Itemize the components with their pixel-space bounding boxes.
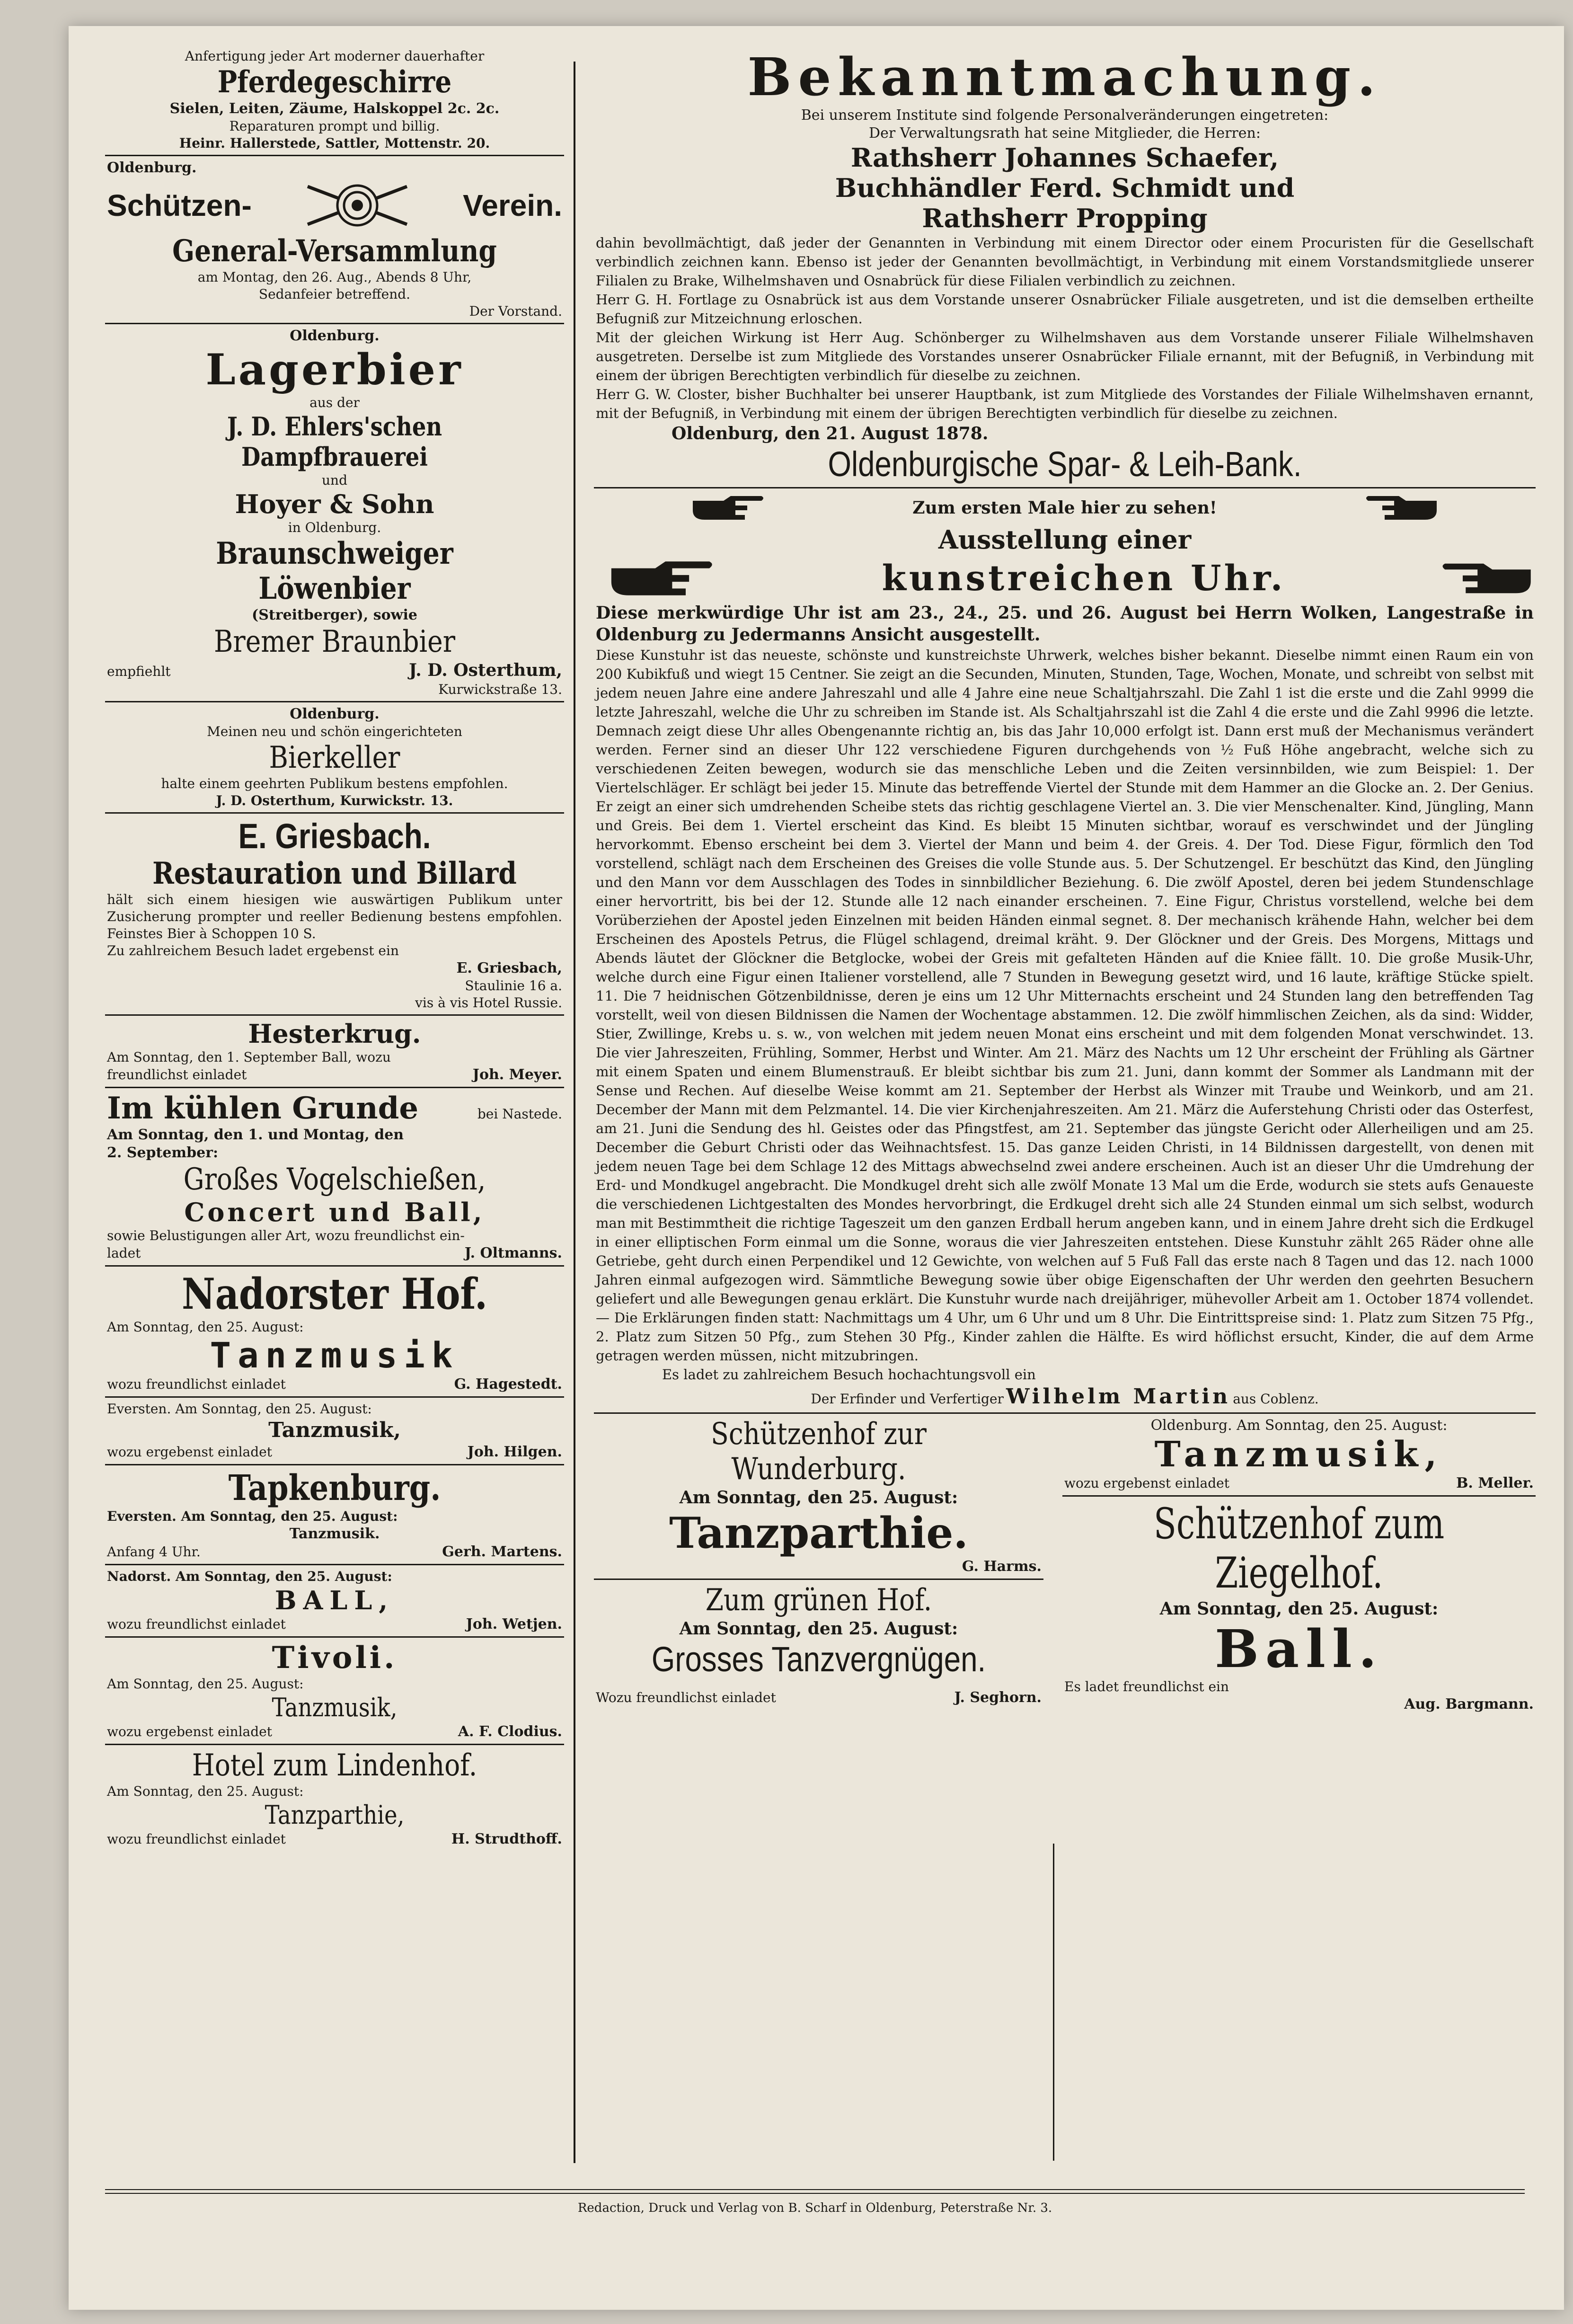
ad-event: Grosses Tanzvergnügen. bbox=[651, 1640, 986, 1679]
ad-subtitle: General-Versammlung bbox=[172, 233, 497, 269]
ad-tivoli bbox=[105, 1638, 564, 1745]
ad-address: Staulinie 16 a. bbox=[465, 978, 562, 993]
ad-event: Tanzmusik, bbox=[268, 1418, 401, 1442]
ad-title: Lagerbier bbox=[205, 345, 464, 395]
ad-signature: Wilhelm Martin bbox=[1006, 1384, 1231, 1409]
ad-line: Meinen neu und schön eingerichteten bbox=[207, 724, 462, 739]
ad-line: Sedanfeier betreffend. bbox=[258, 286, 411, 302]
ad-person: Buchhändler Ferd. Schmidt und bbox=[835, 173, 1295, 203]
pointing-hand-left-icon bbox=[1363, 491, 1439, 524]
ad-signature: B. Meller. bbox=[1456, 1475, 1534, 1491]
ad-lindenhof bbox=[105, 1745, 564, 1851]
ad-signature: Joh. Wetjen. bbox=[466, 1616, 562, 1632]
ad-signature: Joh. Meyer. bbox=[472, 1066, 562, 1083]
ad-title: Pferdegeschirre bbox=[217, 64, 452, 100]
ad-sign-row bbox=[107, 1543, 562, 1561]
ad-line: am Montag, den 26. Aug., Abends 8 Uhr, bbox=[197, 269, 472, 285]
ad-paragraph: dahin bevollmächtigt, daß jeder der Genannten in Verbindung mit einem Director oder einem Procuristen für die Gesellschaft verbindlich zeichnen kann. Ebenso ist jeder der Genannten bevollmächtigt, in Verbindung mit einem Vorstandsmitgliede unserer Filialen zu Brake, Wilhelmshaven und Osnabrück für diese Filialen verbindlich zu zeichnen. bbox=[596, 235, 1534, 289]
ad-title: Schützenhof zur Wunderburg. bbox=[711, 1417, 927, 1487]
ad-signature: Gerh. Martens. bbox=[442, 1543, 562, 1560]
ad-signature: Aug. Bargmann. bbox=[1404, 1696, 1534, 1712]
ad-paragraph: Herr G. H. Fortlage zu Osnabrück ist aus dem Vorstande unserer Osnabrücker Filiale ausgetreten, und ist die demselben ertheilte Befugniß zur Mitzeichnung erloschen. bbox=[596, 292, 1534, 327]
ad-line: Reparaturen prompt und billig. bbox=[229, 118, 440, 134]
ad-line: in Oldenburg. bbox=[288, 520, 381, 535]
ad-title-left: Schützen- bbox=[107, 188, 252, 222]
pointing-hand-left-icon bbox=[1439, 557, 1534, 600]
ad-title: Bierkeller bbox=[269, 740, 400, 775]
ad-line: wozu freundlichst einladet bbox=[107, 1616, 286, 1632]
ad-line: halte einem geehrten Publikum bestens empfohlen. bbox=[161, 776, 508, 791]
ad-line: Am Sonntag, den 1. September Ball, wozu bbox=[107, 1049, 391, 1065]
target-rifles-icon bbox=[303, 177, 412, 234]
ad-line: sowie Belustigungen aller Art, wozu freundlichst ein- bbox=[107, 1228, 465, 1243]
ad-line: Der Verwaltungsrath hat seine Mitglieder, die Herren: bbox=[869, 125, 1261, 142]
ad-signature: J. Oltmanns. bbox=[464, 1245, 562, 1261]
ad-line: Es ladet freundlichst ein bbox=[1064, 1679, 1229, 1694]
ad-meller bbox=[1062, 1414, 1536, 1716]
ad-griesbach bbox=[105, 814, 564, 1016]
left-column bbox=[105, 45, 564, 2147]
ad-sign-row bbox=[107, 1443, 562, 1461]
ad-title: Zum grünen Hof. bbox=[705, 1583, 932, 1618]
ad-sign-row bbox=[107, 1723, 562, 1741]
ad-line: wozu ergebenst einladet bbox=[107, 1724, 272, 1739]
right-column bbox=[594, 45, 1536, 2147]
ad-event: Großes Vogelschießen, bbox=[183, 1162, 486, 1197]
ad-event: Tanzmusik bbox=[210, 1335, 460, 1376]
ad-pferdegeschirre bbox=[105, 45, 564, 156]
ad-line: Am Sonntag, den 25. August: bbox=[107, 1676, 304, 1692]
ad-gruener-hof bbox=[594, 1580, 1043, 1710]
ad-eversten-hilgen bbox=[105, 1398, 564, 1465]
ad-title: Bekanntmachung. bbox=[747, 46, 1382, 107]
ad-sign-row bbox=[107, 1830, 562, 1848]
ad-title-row bbox=[596, 555, 1534, 602]
ad-beer: Bremer Braunbier bbox=[213, 624, 456, 659]
ad-line: Anfang 4 Uhr. bbox=[107, 1544, 201, 1560]
ad-person: Rathsherr Propping bbox=[922, 203, 1208, 233]
ad-event: Tanzmusik, bbox=[272, 1693, 398, 1722]
ad-line: Nadorst. Am Sonntag, den 25. August: bbox=[107, 1569, 392, 1584]
ad-line: Eversten. Am Sonntag, den 25. August: bbox=[107, 1508, 398, 1524]
imprint-footer: Redaction, Druck und Verlag von B. Scharf in Oldenburg, Peterstraße Nr. 3. bbox=[577, 2201, 1052, 2215]
ad-line: Zu zahlreichem Besuch ladet ergebenst ein bbox=[107, 943, 399, 958]
ad-line: und bbox=[322, 472, 347, 488]
ad-hesterkrug bbox=[105, 1016, 564, 1088]
ad-bierkeller bbox=[105, 702, 564, 814]
ad-subtitle: Restauration und Billard bbox=[152, 856, 517, 891]
pointing-hand-right-icon bbox=[690, 491, 766, 524]
ad-line: wozu ergebenst einladet bbox=[107, 1444, 272, 1460]
ad-address: Kurwickstraße 13. bbox=[438, 682, 562, 697]
ad-line: Eversten. Am Sonntag, den 25. August: bbox=[107, 1401, 372, 1417]
ad-brewery: J. D. Ehlers'schen Dampfbrauerei bbox=[227, 411, 442, 472]
ad-tapkenburg bbox=[105, 1465, 564, 1565]
ad-place: Oldenburg. bbox=[290, 328, 380, 344]
ad-line: Am Sonntag, den 25. August: bbox=[1159, 1599, 1439, 1619]
ad-line: Anfertigung jeder Art moderner dauerhafter bbox=[185, 48, 485, 64]
ad-brewery: Hoyer & Sohn bbox=[235, 489, 434, 519]
ad-title-row bbox=[107, 177, 562, 234]
ad-event: Ball. bbox=[1214, 1618, 1384, 1679]
ad-title: Hotel zum Lindenhof. bbox=[192, 1748, 477, 1783]
ad-signature: Heinr. Hallerstede, Sattler, Mottenstr. 20. bbox=[179, 135, 490, 151]
ad-place: Oldenburg. bbox=[290, 706, 380, 722]
ad-paragraph: Herr G. W. Closter, bisher Buchhalter bei unserer Hauptbank, ist zum Mitgliede des Vorstandes der Filiale Wilhelmshaven ernannt, mit der Befugniß, in Verbindung mit einem der übrigen Berechtigten verbindlich für dieselbe zu zeichnen. bbox=[596, 386, 1534, 421]
ad-event: Tanzmusik, bbox=[1154, 1434, 1444, 1475]
ad-line: Oldenburg. Am Sonntag, den 25. August: bbox=[1150, 1417, 1448, 1434]
ad-title-right: Verein. bbox=[463, 188, 562, 222]
ad-title: E. Griesbach. bbox=[238, 816, 431, 856]
ad-signature: J. Seghorn. bbox=[954, 1689, 1042, 1706]
ad-lagerbier bbox=[105, 324, 564, 702]
ad-signature: Der Vorstand. bbox=[469, 303, 562, 319]
ad-signature: Joh. Hilgen. bbox=[467, 1444, 562, 1460]
ad-line: wozu freundlichst einladet bbox=[107, 1376, 286, 1392]
ad-line: Es ladet zu zahlreichem Besuch hochachtungsvoll ein bbox=[662, 1366, 1036, 1383]
ad-title: Tapkenburg. bbox=[228, 1468, 441, 1508]
ad-sign-row bbox=[107, 1615, 562, 1633]
ad-line: Der Erfinder und Verfertiger bbox=[811, 1391, 1004, 1407]
ad-event: Tanzparthie, bbox=[265, 1800, 405, 1830]
ad-signature: J. D. Osterthum, bbox=[408, 660, 562, 680]
ad-line: freundlichst einladet bbox=[107, 1067, 247, 1082]
ad-sign-row bbox=[1064, 1474, 1534, 1492]
ad-bank-name: Oldenburgische Spar- & Leih-Bank. bbox=[828, 444, 1302, 484]
ad-sign-row bbox=[107, 1375, 562, 1393]
ad-sign-row bbox=[107, 659, 562, 681]
bottom-ads bbox=[594, 1414, 1536, 1745]
ad-signature: G. Harms. bbox=[962, 1558, 1042, 1575]
ad-kuehlen-grunde bbox=[105, 1088, 564, 1267]
ad-schuetzenverein bbox=[105, 156, 564, 324]
ad-title: Im kühlen Grunde bbox=[107, 1091, 419, 1126]
ad-signature: H. Strudthoff. bbox=[451, 1831, 562, 1847]
column-divider bbox=[574, 62, 575, 2163]
ad-beer: Braunschweiger Löwenbier bbox=[216, 536, 453, 606]
ad-kunstuhr bbox=[594, 488, 1536, 1414]
ad-line: ladet bbox=[107, 1245, 141, 1261]
ad-place: Oldenburg. bbox=[107, 160, 197, 176]
ad-title: kunstreichen Uhr. bbox=[882, 558, 1286, 599]
ad-line: Sielen, Leiten, Zäume, Halskoppel 2c. 2c. bbox=[169, 100, 500, 117]
ad-body: Diese Kunstuhr ist das neueste, schönste und kunstreichste Uhrwerk, welches bisher bekannt. Dieselbe nimmt einen Raum ein von 200 Kubikfuß und wiegt 15 Centner. Sie zeigt an die Secunden, Minuten, Stunden, Tage, Wochen, Monate, und schreibt von selbst mit jedem neuen Jahre eine andere Jahreszahl und alle 4 Jahre eine neue Schaltjahrszahl. Die Zahl 1 ist die erste und die Zahl 9999 die letzte Jahreszahl, welche die Uhr zu schreiben im Stande ist. Als Schaltjahrszahl ist die Zahl 4 die erste und die Zahl 9996 die letzte. Demnach zeigt diese Uhr alles Obengenannte richtig an, bis das Jahr 10,000 erfolgt ist. Dann erst muß der Mechanismus verändert werden. Ferner sind an dieser Uhr 122 verschiedene Figuren durchgehends von ½ Fuß Höhe angebracht, welche sich zu verschiedenen Zeiten bewegen, wodurch sie das menschliche Leben und die Zeiten versinnbilden, wie zum Beispiel: 1. Der Viertelschläger. Er schlägt bei jeder 15. Minute das betreffende Viertel der Stunde mit dem Hammer an die Glocke an. 2. Der Genius. Er zeigt an einer sich umdrehenden Scheibe stets das richtig geschlagene Viertel an. 3. Die vier Menschenalter. Kind, Jüngling, Mann und Greis. Bei dem 1. Viertel erscheint das Kind. Es bleibt 15 Minuten sichtbar, worauf es verschwindet und der Jüngling hervorkommt. Ebenso erscheint bei dem 3. Viertel der Mann und beim 4. der Greis. 4. Der Tod. Diese Figur, förmlich den Tod vorstellend, schlägt nach dem Erscheinen des Greises die volle Stunde aus. 5. Der Schutzengel. Er beschützt das Kind, den Jüngling und den Mann vor dem Ausschlagen des Todes in sinnbildlicher Beziehung. 6. Die zwölf Apostel, deren bei jedem Stundenschlage einer hervortritt, bis bei der 12. Stunde alle 12 nach einander erscheinen. 7. Eine Figur, Christus vorstellend, welche bei dem Vorüberziehen der Apostel jeden Einzelnen mit beiden Händen einmal segnet. 8. Der mechanisch krähende Hahn, welcher bei dem Erscheinen des Apostels Petrus, die Flügel schlagend, dreimal kräht. 9. Der Glöckner und der Greis. Des Morgens, Mittags und Abends läutet der Glöckner die Betglocke, wobei der Greis mit gefalteten Händen auf die Kniee fällt. 10. Die große Musik-Uhr, welche durch eine Figur einen Italiener vorstellend, alle 7 Stunden in Bewegung gesetzt wird, und 16 laute, kräftige Stücke spielt. 11. Die 7 heidnischen Götzenbildnisse, deren je eins um 12 Uhr Mitternachts erscheint und 24 Stunden lang den betreffenden Tag vorstellt, weil von diesen Bildnissen die Namen der Wochentage abstammen. 12. Die zwölf himmlischen Zeichen, als da sind: Widder, Stier, Zwillinge, Krebs u. s. w., von welchen mit jedem neuen Monat eins erscheint und mit dem folgenden Monat verschwindet. 13. Die vier Jahreszeiten, Frühling, Sommer, Herbst und Winter. Am 21. März des Nachts um 12 Uhr erscheint der Frühling als Gärtner mit einem Spaten und einem Blumenstrauß. Er bleibt sichtbar bis zum 21. Juni, dann kommt der Sommer als Landmann mit der Sense und Rechen. Auf dieselbe Weise kommt am 21. September der Herbst als Winzer mit Traube und Weinkorb, und am 21. December der Mann mit dem Pelzmantel. 14. Die vier Kirchenjahreszeiten. Am 21. März die Auferstehung Christi oder das Osterfest, am 21. Juni die Sendung des hl. Geistes oder das Pfingstfest, am 21. September das jüngste Gericht oder Allerheiligen und am 25. December die Geburt Christi oder das Weihnachtsfest. 15. Das ganze Leiden Christi, in 14 Bildnissen dargestellt, von denen mit jedem neuen Tage bei dem Schlage 12 des Mittags abwechselnd zwei andere erscheinen. Auch ist an dieser Uhr die Umdrehung der Erd- und Mondkugel angebracht. Die Mondkugel dreht sich alle zwölf Monate 13 Mal um die Erde, wodurch sie stets aufs Genaueste die verschiedenen Lichtgestalten des Mondes hervorbringt, die Erdkugel dreht sich alle 24 Stunden einmal um sich selbst, wodurch man mit Bestimmtheit die richtige Tageszeit um den ganzen Erdball herum angeben kann, und in einem Jahre dreht sich die Erdkugel in einer elliptischen Form einmal um die Sonne, woraus die vier Jahreszeiten entstehen. Diese Kunstuhr zählt 265 Räder ohne alle Getriebe, geht durch einen Perpendikel und 12 Gewichte, von welchen auf 5 Fuß Fall das erste nach 8 Tagen und das 12. nach 1000 Jahren einmal aufgezogen wird. Sämmtliche Bewegung sowie über obige Eigenschaften der Uhr werden den geehrten Besuchern geliefert und alle Bewegungen genau erklärt. Die Kunstuhr wurde nach dreijähriger, mühevoller Arbeit am 1. October 1874 vollendet. — Die Erklärungen finden statt: Nachmittags um 4 Uhr, um 6 Uhr und um 8 Uhr. Die Eintrittspreise sind: 1. Platz zum Sitzen 75 Pfg., 2. Platz zum Sitzen 50 Pfg., zum Stehen 30 Pfg., Kinder zahlen die Hälfte. Es wird höflichst ersucht, Kinder, die auf dem Arme getragen werden müssen, nicht mitzubringen. bbox=[596, 647, 1534, 1364]
ad-paragraph: Mit der gleichen Wirkung ist Herr Aug. Schönberger zu Wilhelmshaven aus dem Vorstande unserer Filiale Wilhelmshaven ausgetreten. Derselbe ist zum Mitgliede des Vorstandes unserer Osnabrücker Filiale ernannt, mit der Befugniß, in Verbindung mit einem der übrigen Berechtigten verbindlich für dieselbe zu zeichnen. bbox=[596, 329, 1534, 383]
ad-line: Bei unserem Institute sind folgende Personalveränderungen eingetreten: bbox=[801, 107, 1329, 124]
ad-line: Zum ersten Male hier zu sehen! bbox=[912, 498, 1217, 518]
ad-title: Hesterkrug. bbox=[248, 1019, 421, 1049]
ad-wunderburg bbox=[594, 1414, 1043, 1710]
ad-title: Tivoli. bbox=[272, 1640, 398, 1676]
ad-line: (Streitberger), sowie bbox=[252, 607, 417, 623]
ad-title-row bbox=[107, 1091, 562, 1126]
ad-line: empfiehlt bbox=[107, 664, 171, 679]
ad-line: Am Sonntag, den 25. August: bbox=[679, 1619, 958, 1639]
ad-line: Wozu freundlichst einladet bbox=[596, 1690, 776, 1705]
ad-signature: E. Griesbach, bbox=[456, 960, 562, 976]
ad-event: Tanzmusik. bbox=[289, 1526, 380, 1542]
ad-signature: A. F. Clodius. bbox=[458, 1723, 562, 1740]
ad-line: bei Nastede. bbox=[477, 1106, 562, 1122]
ad-line: aus Coblenz. bbox=[1233, 1391, 1319, 1407]
ad-bekanntmachung bbox=[594, 45, 1536, 488]
ad-sign-row bbox=[107, 1244, 562, 1262]
ad-sign-line bbox=[596, 1384, 1534, 1410]
ad-signature: G. Hagestedt. bbox=[454, 1376, 562, 1393]
ad-nadorster-hof bbox=[105, 1267, 564, 1398]
ad-line: Am Sonntag, den 25. August: bbox=[107, 1783, 304, 1799]
ad-title: Schützenhof zum Ziegelhof. bbox=[1153, 1499, 1445, 1598]
ad-line: Am Sonntag, den 25. August: bbox=[679, 1488, 958, 1508]
ad-sign-row bbox=[107, 1066, 562, 1084]
ad-nadorst-ball bbox=[105, 1565, 564, 1638]
ad-event: BALL, bbox=[274, 1585, 395, 1615]
ad-ziegelhof bbox=[1062, 1497, 1536, 1716]
ad-sign-row bbox=[596, 1689, 1042, 1707]
ad-line: Am Sonntag, den 25. August: bbox=[107, 1319, 304, 1335]
ad-line: 2. September: bbox=[107, 1144, 219, 1161]
footer-rule bbox=[105, 2189, 1525, 2194]
ad-event: Tanzparthie. bbox=[669, 1508, 968, 1558]
ad-headline-row bbox=[596, 491, 1534, 524]
ad-line: Am Sonntag, den 1. und Montag, den bbox=[107, 1127, 404, 1143]
ad-text: hält sich einem hiesigen wie auswärtigen Publikum unter Zusicherung prompter und reeller Bedienung bestens empfohlen. Feinstes Bier à Schoppen 10 S. bbox=[107, 892, 562, 941]
pointing-hand-right-icon bbox=[596, 555, 728, 602]
ad-person: Rathsherr Johannes Schaefer, bbox=[850, 142, 1279, 173]
ad-address: vis à vis Hotel Russie. bbox=[415, 995, 562, 1011]
ad-lead: Diese merkwürdige Uhr ist am 23., 24., 25. und 26. August bei Herrn Wolken, Langestraße in Oldenburg zu Jedermanns Ansicht ausgestellt. bbox=[596, 603, 1534, 645]
ad-event: Concert und Ball, bbox=[184, 1197, 485, 1227]
ad-line: wozu ergebenst einladet bbox=[1064, 1475, 1229, 1491]
ad-line: wozu freundlichst einladet bbox=[107, 1831, 286, 1847]
ad-signature: J. D. Osterthum, Kurwickstr. 13. bbox=[216, 793, 453, 808]
ad-date: Oldenburg, den 21. August 1878. bbox=[672, 424, 989, 444]
ad-line: aus der bbox=[309, 395, 360, 410]
ad-subtitle: Ausstellung einer bbox=[938, 524, 1192, 555]
ad-title: Nadorster Hof. bbox=[182, 1269, 487, 1319]
